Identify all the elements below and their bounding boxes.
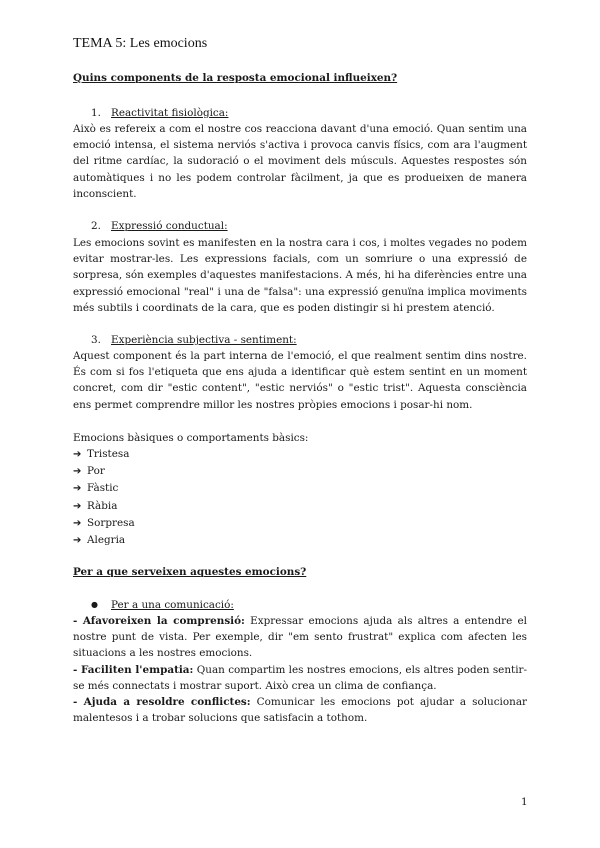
item1-number: 1. bbox=[91, 107, 101, 119]
item3-text: Aquest component és la part interna de l'emoció, el que realment sentim dins nostre. És com si fos l'etiqueta que ens ajuda a identificar què estem sentint en un moment concret, com dir "estic content", "estic nerviós" o "estic trist". Aquesta consciència ens permet comprendre millor les nostres pròpies emocions i posar-hi nom. bbox=[73, 350, 527, 411]
item2-text: Les emocions sovint es manifesten en la nostra cara i cos, i moltes vegades no podem evitar mostrar-les. Les expressions facials, com un somriure o una expressió de sorpresa, són exemples d'aquestes manifestacions. A més, hi ha diferències entre una expressió emocional "real" i una de "falsa": una expressió genuïna implica moviments més subtils i coordinats de la cara, que es poden distingir si hi prestem atenció. bbox=[73, 237, 527, 314]
point-1-text: Expressar emocions ajuda als altres a entendre el nostre punt de vista. Per exemple, dir "em sento frustrat" explica com afecten les situacions a les nostres emocions. bbox=[73, 615, 527, 660]
page-number: 1 bbox=[521, 796, 528, 808]
item3-header bbox=[91, 334, 297, 346]
item3-paragraph bbox=[73, 348, 527, 413]
item2-label: Expressió conductual: bbox=[111, 220, 228, 232]
item1-text: Això es refereix a com el nostre cos reacciona davant d'una emoció. Quan sentim una emoció intensa, el sistema nerviós s'activa i provoca canvis físics, com ara l'augment del ritme cardíac, la sudoració o el moviment dels músculs. Aquestes respostes són automàtiques i no les podem controlar fàcilment, ja que es produeixen de manera inconscient. bbox=[73, 123, 527, 200]
item1-paragraph bbox=[73, 121, 527, 202]
point-3-text: Comunicar les emocions pot ajudar a solucionar malentesos i a trobar solucions que satisfacin a tothom. bbox=[73, 696, 527, 725]
item3-label: Experiència subjectiva - sentiment: bbox=[111, 334, 297, 346]
list-item bbox=[73, 515, 135, 532]
item2-number: 2. bbox=[91, 220, 101, 232]
item3-number: 3. bbox=[91, 334, 101, 346]
list-item bbox=[73, 446, 135, 463]
section2-bullet bbox=[91, 599, 234, 611]
arrow-icon: ➔ bbox=[73, 483, 82, 495]
section2-heading: Per a que serveixen aquestes emocions? bbox=[73, 566, 307, 578]
point-3 bbox=[73, 694, 527, 726]
point-2-bold: - Faciliten l'empatia: bbox=[73, 663, 194, 676]
basic-emotions-list bbox=[73, 446, 135, 549]
item2-paragraph bbox=[73, 235, 527, 316]
arrow-icon: ➔ bbox=[73, 466, 82, 478]
basic-emotions-intro bbox=[73, 430, 527, 446]
basic-emotions-intro-text: Emocions bàsiques o comportaments bàsics: bbox=[73, 432, 309, 444]
section2-bullet-label: Per a una comunicació: bbox=[111, 599, 234, 611]
list-item-label: Fàstic bbox=[87, 482, 119, 495]
point-2-text: Quan compartim les nostres emocions, els altres poden sentir-se més connectats i mostrar suport. Això crea un clima de confiança. bbox=[73, 663, 527, 692]
list-item bbox=[73, 532, 135, 549]
point-1 bbox=[73, 613, 527, 662]
point-2 bbox=[73, 662, 527, 694]
list-item-label: Tristesa bbox=[87, 448, 130, 460]
arrow-icon: ➔ bbox=[73, 535, 82, 547]
point-1-bold: - Afavoreixen la comprensió: bbox=[73, 615, 245, 627]
point-3-bold: - Ajuda a resoldre conflictes: bbox=[73, 696, 251, 709]
item2-header bbox=[91, 220, 228, 232]
section2-points bbox=[73, 613, 527, 726]
list-item-label: Ràbia bbox=[87, 499, 118, 512]
arrow-icon: ➔ bbox=[73, 517, 82, 529]
arrow-icon: ➔ bbox=[73, 500, 82, 512]
list-item-label: Por bbox=[87, 465, 105, 478]
document-title: TEMA 5: Les emocions bbox=[73, 36, 208, 51]
item1-header bbox=[91, 107, 228, 119]
item1-label: Reactivitat fisiològica: bbox=[111, 107, 229, 119]
list-item bbox=[73, 463, 135, 480]
list-item bbox=[73, 498, 135, 515]
section1-heading: Quins components de la resposta emocional influeixen? bbox=[73, 72, 398, 84]
list-item-label: Sorpresa bbox=[87, 516, 135, 529]
arrow-icon: ➔ bbox=[73, 449, 82, 460]
bullet-icon: ● bbox=[91, 600, 98, 609]
list-item-label: Alegria bbox=[87, 534, 126, 547]
list-item bbox=[73, 480, 135, 497]
